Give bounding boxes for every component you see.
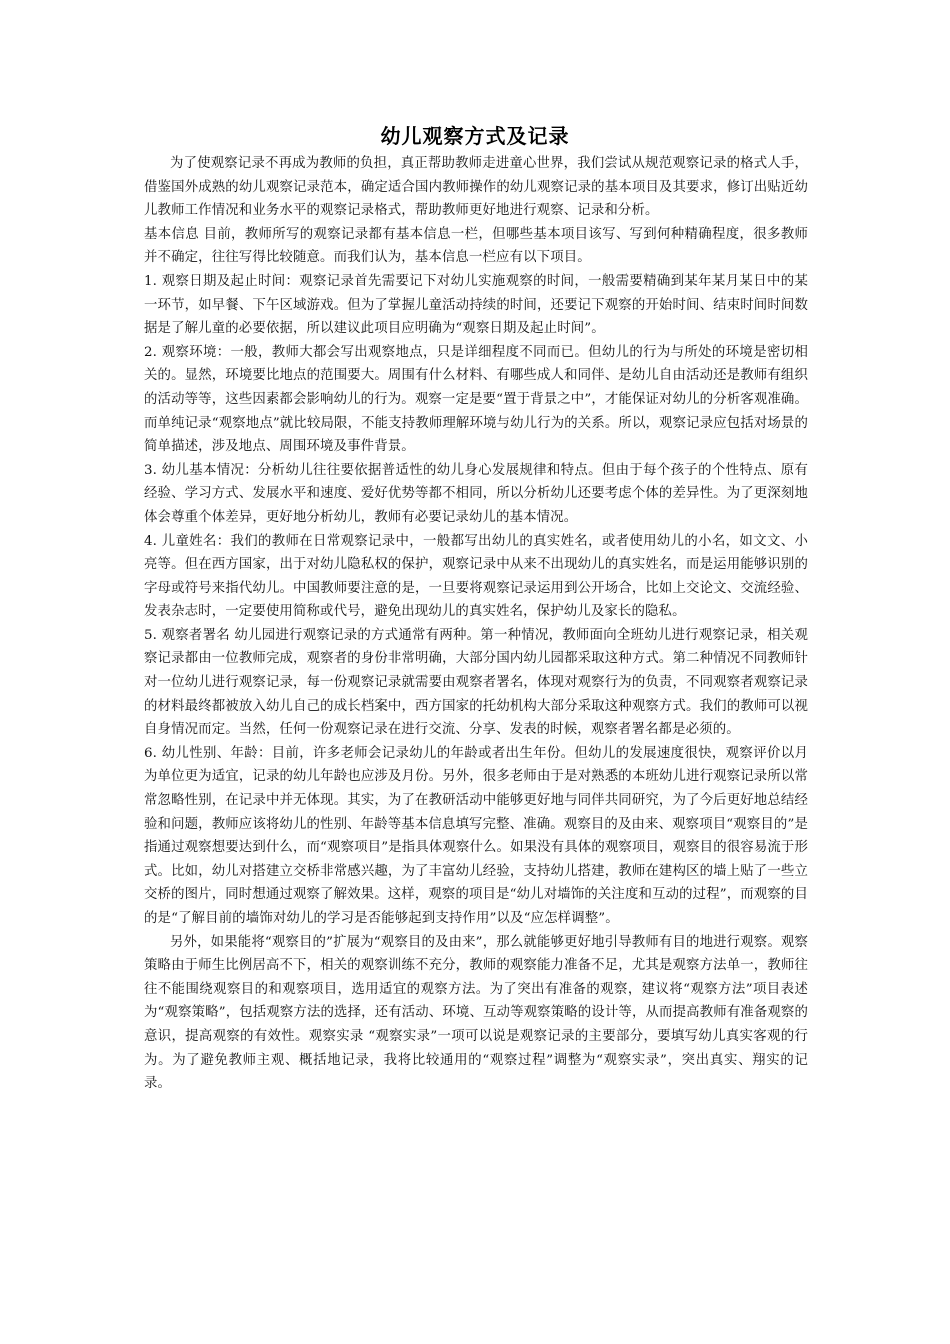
paragraph-item-4: 4. 儿童姓名：我们的教师在日常观察记录中，一般都写出幼儿的真实姓名，或者使用幼儿的小名，如文文、小亮等。但在西方国家，出于对幼儿隐私权的保护，观察记录中从来不出现幼儿的真实姓名，而是运用能够识别的字母或符号来指代幼儿。中国教师要注意的是，一旦要将观察记录运用到公开场合，比如上交论文、交流经验、发表杂志时，一定要使用简称或代号，避免出现幼儿的真实姓名，保护幼儿及家长的隐私。 bbox=[144, 533, 808, 620]
paragraph-intro: 为了使观察记录不再成为教师的负担，真正帮助教师走进童心世界，我们尝试从规范观察记录的格式人手，借鉴国外成熟的幼儿观察记录范本，确定适合国内教师操作的幼儿观察记录的基本项目及其要求，修订出贴近幼儿教师工作情况和业务水平的观察记录格式，帮助教师更好地进行观察、记录和分析。 bbox=[144, 156, 808, 219]
document-body bbox=[144, 152, 808, 1096]
paragraph-closing: 另外，如果能将“观察目的”扩展为“观察目的及由来”，那么就能够更好地引导教师有目的地进行观察。观察策略由于师生比例居高不下，相关的观察训练不充分，教师的观察能力准备不足，尤其是观察方法单一，教师往往不能围绕观察目的和观察项目，选用适宜的观察方法。为了突出有准备的观察，建议将“观察方法”项目表述为“观察策略”，包括观察方法的选择，还有活动、环境、互动等观察策略的设计等，从而提高教师有准备观察的意识，提高观察的有效性。观察实录 “观察实录”一项可以说是观察记录的主要部分，要填写幼儿真实客观的行为。为了避免教师主观、概括地记录，我将比较通用的“观察过程”调整为“观察实录”，突出真实、翔实的记录。 bbox=[144, 934, 808, 1092]
paragraph-item-3: 3. 幼儿基本情况：分析幼儿往往要依据普适性的幼儿身心发展规律和特点。但由于每个孩子的个性特点、原有经验、学习方式、发展水平和速度、爱好优势等都不相同，所以分析幼儿还要考虑个体的差异性。为了更深刻地体会尊重个体差异，更好地分析幼儿，教师有必要记录幼儿的基本情况。 bbox=[144, 462, 808, 525]
paragraph-basic-info: 基本信息 目前，教师所写的观察记录都有基本信息一栏，但哪些基本项目该写、写到何种精确程度，很多教师并不确定，往往写得比较随意。而我们认为，基本信息一栏应有以下项目。 bbox=[144, 226, 808, 266]
paragraph-item-5: 5. 观察者署名 幼儿园进行观察记录的方式通常有两种。第一种情况，教师面向全班幼儿进行观察记录，相关观察记录都由一位教师完成，观察者的身份非常明确，大部分国内幼儿园都采取这种方式。第二种情况不同教师针对一位幼儿进行观察记录，每一份观察记录就需要由观察者署名，体现对观察行为的负责，不同观察者观察记录的材料最终都被放入幼儿自己的成长档案中，西方国家的托幼机构大部分采取这种观察方式。我们的教师可以视自身情况而定。当然，任何一份观察记录在进行交流、分享、发表的时候，观察者署名都是必须的。 bbox=[144, 627, 808, 738]
document-title: 幼儿观察方式及记录 bbox=[380, 124, 570, 148]
paragraph-item-6: 6. 幼儿性别、年龄：目前，许多老师会记录幼儿的年龄或者出生年份。但幼儿的发展速度很快，观察评价以月为单位更为适宜，记录的幼儿年龄也应涉及月份。另外，很多老师由于是对熟悉的本班幼儿进行观察记录所以常常忽略性别，在记录中并无体现。其实，为了在教研活动中能够更好地与同伴共同研究，为了今后更好地总结经验和问题，教师应该将幼儿的性别、年龄等基本信息填写完整、准确。观察目的及由来、观察项目“观察目的”是指通过观察想要达到什么，而“观察项目”是指具体观察什么。如果没有具体的观察项目，观察目的很容易流于形式。比如，幼儿对搭建立交桥非常感兴趣，为了丰富幼儿经验，支持幼儿搭建，教师在建构区的墙上贴了一些立交桥的图片，同时想通过观察了解效果。这样，观察的项目是“幼儿对墙饰的关注度和互动的过程”，而观察的目的是“了解目前的墙饰对幼儿的学习是否能够起到支持作用”以及“应怎样调整”。 bbox=[144, 745, 808, 926]
paragraph-item-2: 2. 观察环境：一般，教师大都会写出观察地点，只是详细程度不同而已。但幼儿的行为与所处的环境是密切相关的。显然，环境要比地点的范围要大。周围有什么材料、有哪些成人和同伴、是幼儿自由活动还是教师有组织的活动等等，这些因素都会影响幼儿的行为。观察一定是要“置于背景之中”，才能保证对幼儿的分析客观准确。而单纯记录“观察地点”就比较局限，不能支持教师理解环境与幼儿行为的关系。所以，观察记录应包括对场景的简单描述，涉及地点、周围环境及事件背景。 bbox=[144, 344, 808, 455]
paragraph-item-1: 1. 观察日期及起止时间：观察记录首先需要记下对幼儿实施观察的时间，一般需要精确到某年某月某日中的某一环节，如早餐、下午区域游戏。但为了掌握儿童活动持续的时间，还要记下观察的开始时间、结束时间时间数据是了解儿童的必要依据，所以建议此项目应明确为“观察日期及起止时间”。 bbox=[144, 273, 808, 337]
